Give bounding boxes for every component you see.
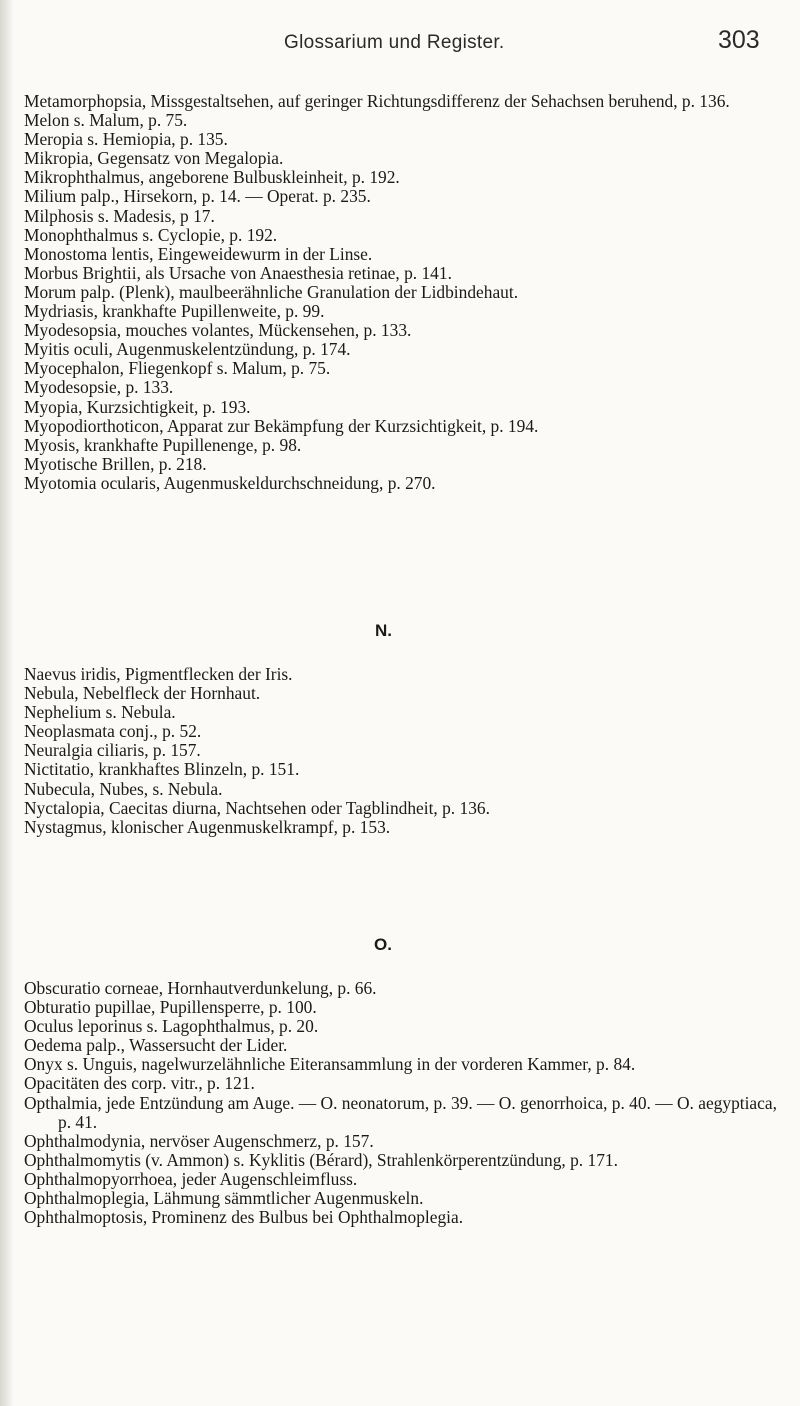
entry-myotische-brillen: Myotische Brillen, p. 218. (24, 453, 207, 474)
entry-nystagmus: Nystagmus, klonischer Augenmuskelkrampf, p. 153. (24, 816, 391, 837)
entry-ophthalmomytis: Ophthalmomytis (v. Ammon) s. Kyklitis (Bérard), Strahlenkörperentzündung, p. 171. (24, 1149, 618, 1170)
entry-melon: Melon s. Malum, p. 75. (24, 110, 188, 131)
entry-neoplasmata: Neoplasmata conj., p. 52. (24, 721, 202, 742)
entry-nebula: Nebula, Nebelfleck der Hornhaut. (24, 683, 261, 704)
page-number: 303 (718, 26, 760, 54)
entry-onyx: Onyx s. Unguis, nagelwurzelähnliche Eiteransammlung in der vorderen Kammer, p. 84. (24, 1054, 636, 1075)
entry-ophthalmodynia: Ophthalmodynia, nervöser Augenschmerz, p. 157. (24, 1130, 374, 1151)
entry-opacitaeten: Opacitäten des corp. vitr., p. 121. (24, 1073, 255, 1094)
entry-milium: Milium palp., Hirsekorn, p. 14. — Operat. p. 235. (24, 186, 371, 207)
entry-mydriasis: Mydriasis, krankhafte Pupillenweite, p. 99. (24, 301, 325, 322)
entry-ophthalmoptosis: Ophthalmoptosis, Prominenz des Bulbus bei Ophthalmoplegia. (24, 1207, 464, 1228)
section-letter-o: O. (374, 935, 392, 954)
entry-myodesopsie: Myodesopsie, p. 133. (24, 377, 174, 398)
entry-morbus-brightii: Morbus Brightii, als Ursache von Anaesthesia retinae, p. 141. (24, 262, 452, 283)
entry-metamorphopsia: Metamorphopsia, Missgestaltsehen, auf geringer Richtungsdifferenz der Sehachsen beruhend, p. 136. (24, 91, 730, 111)
section-o-entries (24, 979, 788, 1227)
entry-nephelium: Nephelium s. Nebula. (24, 702, 176, 723)
entry-myodesopsia: Myodesopsia, mouches volantes, Mückensehen, p. 133. (24, 320, 412, 341)
entry-myocephalon: Myocephalon, Fliegenkopf s. Malum, p. 75. (24, 358, 331, 379)
entry-nictitatio: Nictitatio, krankhaftes Blinzeln, p. 151. (24, 759, 300, 780)
entry-milphosis: Milphosis s. Madesis, p 17. (24, 205, 215, 226)
entry-naevus: Naevus iridis, Pigmentflecken der Iris. (24, 664, 293, 684)
entry-oedema: Oedema palp., Wassersucht der Lider. (24, 1035, 288, 1056)
entry-morum: Morum palp. (Plenk), maulbeerähnliche Granulation der Lidbindehaut. (24, 281, 519, 302)
entry-ophthalmopyorrhoea: Ophthalmopyorrhoea, jeder Augenschleimfluss. (24, 1168, 358, 1189)
entry-monostoma: Monostoma lentis, Eingeweidewurm in der Linse. (24, 243, 373, 264)
entry-obscuratio: Obscuratio corneae, Hornhautverdunkelung, p. 66. (24, 978, 377, 998)
page-binding-shadow (0, 0, 14, 1406)
entry-myotomia: Myotomia ocularis, Augenmuskeldurchschneidung, p. 270. (24, 472, 436, 493)
entry-mikropia: Mikropia, Gegensatz von Megalopia. (24, 148, 284, 169)
entry-myopodiorthoticon: Myopodiorthoticon, Apparat zur Bekämpfung der Kurzsichtigkeit, p. 194. (24, 415, 539, 436)
section-n-entries (24, 665, 788, 837)
entry-myopia: Myopia, Kurzsichtigkeit, p. 193. (24, 396, 251, 417)
entry-neuralgia: Neuralgia ciliaris, p. 157. (24, 740, 201, 761)
entry-obturatio: Obturatio pupillae, Pupillensperre, p. 100. (24, 997, 317, 1018)
entry-ophthalmoplegia: Ophthalmoplegia, Lähmung sämmtlicher Augenmuskeln. (24, 1188, 424, 1209)
entry-oculus-leporinus: Oculus leporinus s. Lagophthalmus, p. 20. (24, 1016, 319, 1037)
entry-myitis: Myitis oculi, Augenmuskelentzündung, p. 174. (24, 339, 351, 360)
entry-opthalmia: Opthalmia, jede Entzündung am Auge. — O. neonatorum, p. 39. — O. genorrhoica, p. 40. — O. aegyptiaca, p. 41. (24, 1092, 777, 1132)
running-title: Glossarium und Register. (284, 32, 505, 53)
entry-nyctalopia: Nyctalopia, Caecitas diurna, Nachtsehen oder Tagblindheit, p. 136. (24, 797, 490, 818)
section-letter-n: N. (375, 621, 392, 640)
section-m-entries (24, 92, 788, 493)
entry-mikrophthalmus: Mikrophthalmus, angeborene Bulbuskleinheit, p. 192. (24, 167, 400, 188)
entry-meropia: Meropia s. Hemiopia, p. 135. (24, 129, 228, 150)
entry-nubecula: Nubecula, Nubes, s. Nebula. (24, 778, 223, 799)
entry-monophthalmus: Monophthalmus s. Cyclopie, p. 192. (24, 224, 278, 245)
entry-myosis: Myosis, krankhafte Pupillenenge, p. 98. (24, 434, 302, 455)
